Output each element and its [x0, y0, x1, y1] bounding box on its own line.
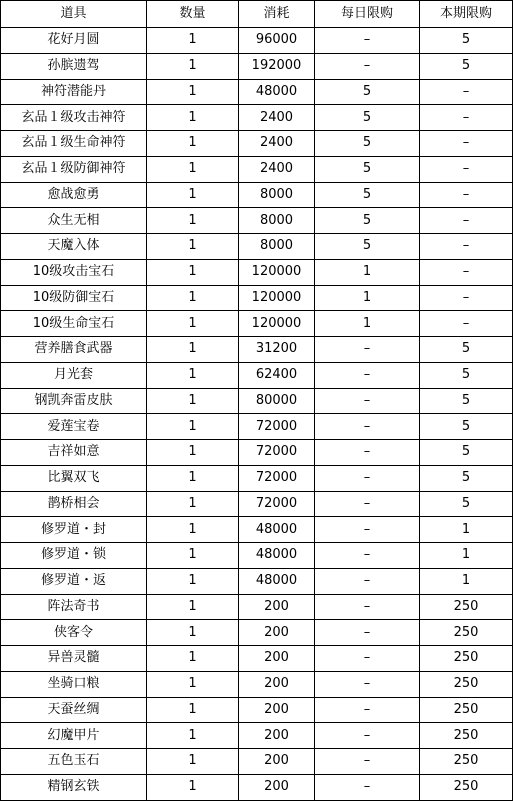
- quantity-cell: 1: [147, 440, 239, 466]
- daily-limit-cell: –: [315, 440, 420, 466]
- header-cost: 消耗: [239, 1, 315, 28]
- cost-cell: 31200: [239, 337, 315, 363]
- cost-cell: 2400: [239, 105, 315, 131]
- daily-limit-cell: –: [315, 568, 420, 594]
- cost-cell: 200: [239, 697, 315, 723]
- item-name-cell: 营养膳食武器: [1, 337, 147, 363]
- table-row: [1, 156, 513, 182]
- cost-cell: 200: [239, 774, 315, 800]
- period-limit-cell: 5: [420, 440, 513, 466]
- daily-limit-cell: –: [315, 774, 420, 800]
- daily-limit-cell: –: [315, 337, 420, 363]
- period-limit-cell: 5: [420, 465, 513, 491]
- cost-cell: 200: [239, 749, 315, 775]
- daily-limit-cell: –: [315, 594, 420, 620]
- table-row: [1, 440, 513, 466]
- table-header-row: [1, 1, 513, 28]
- quantity-cell: 1: [147, 568, 239, 594]
- table-row: [1, 259, 513, 285]
- daily-limit-cell: 1: [315, 285, 420, 311]
- item-name-cell: 花好月圆: [1, 28, 147, 54]
- cost-cell: 72000: [239, 440, 315, 466]
- item-name-cell: 天蚕丝绸: [1, 697, 147, 723]
- item-name-cell: 天魔入体: [1, 234, 147, 260]
- daily-limit-cell: 1: [315, 259, 420, 285]
- table-row: [1, 543, 513, 569]
- quantity-cell: 1: [147, 671, 239, 697]
- period-limit-cell: 5: [420, 362, 513, 388]
- table-row: [1, 620, 513, 646]
- item-name-cell: 鹊桥相会: [1, 491, 147, 517]
- cost-cell: 120000: [239, 259, 315, 285]
- cost-cell: 62400: [239, 362, 315, 388]
- item-name-cell: 爱莲宝卷: [1, 414, 147, 440]
- daily-limit-cell: 5: [315, 182, 420, 208]
- quantity-cell: 1: [147, 388, 239, 414]
- cost-cell: 72000: [239, 414, 315, 440]
- daily-limit-cell: –: [315, 723, 420, 749]
- daily-limit-cell: –: [315, 749, 420, 775]
- period-limit-cell: –: [420, 105, 513, 131]
- quantity-cell: 1: [147, 414, 239, 440]
- table-row: [1, 723, 513, 749]
- daily-limit-cell: –: [315, 53, 420, 79]
- cost-cell: 200: [239, 671, 315, 697]
- header-quantity: 数量: [147, 1, 239, 28]
- item-name-cell: 月光套: [1, 362, 147, 388]
- table-row: [1, 491, 513, 517]
- period-limit-cell: –: [420, 259, 513, 285]
- item-name-cell: 侠客令: [1, 620, 147, 646]
- daily-limit-cell: –: [315, 388, 420, 414]
- quantity-cell: 1: [147, 774, 239, 800]
- daily-limit-cell: –: [315, 517, 420, 543]
- item-name-cell: 众生无相: [1, 208, 147, 234]
- table-row: [1, 79, 513, 105]
- period-limit-cell: 250: [420, 620, 513, 646]
- cost-cell: 8000: [239, 234, 315, 260]
- quantity-cell: 1: [147, 53, 239, 79]
- cost-cell: 48000: [239, 543, 315, 569]
- item-name-cell: 玄品１级攻击神符: [1, 105, 147, 131]
- period-limit-cell: 5: [420, 491, 513, 517]
- table-row: [1, 362, 513, 388]
- item-name-cell: 10级攻击宝石: [1, 259, 147, 285]
- item-name-cell: 精钢玄铁: [1, 774, 147, 800]
- table-row: [1, 28, 513, 54]
- daily-limit-cell: –: [315, 543, 420, 569]
- period-limit-cell: 1: [420, 543, 513, 569]
- period-limit-cell: 250: [420, 749, 513, 775]
- item-name-cell: 玄品１级生命神符: [1, 131, 147, 157]
- quantity-cell: 1: [147, 131, 239, 157]
- daily-limit-cell: –: [315, 646, 420, 672]
- daily-limit-cell: –: [315, 671, 420, 697]
- quantity-cell: 1: [147, 79, 239, 105]
- quantity-cell: 1: [147, 594, 239, 620]
- item-name-cell: 异兽灵髓: [1, 646, 147, 672]
- table-row: [1, 594, 513, 620]
- period-limit-cell: –: [420, 208, 513, 234]
- item-name-cell: 孙膑遗驾: [1, 53, 147, 79]
- cost-cell: 48000: [239, 79, 315, 105]
- daily-limit-cell: –: [315, 491, 420, 517]
- daily-limit-cell: 5: [315, 208, 420, 234]
- quantity-cell: 1: [147, 543, 239, 569]
- item-name-cell: 坐骑口粮: [1, 671, 147, 697]
- table-row: [1, 53, 513, 79]
- item-name-cell: 修罗道・锁: [1, 543, 147, 569]
- table-row: [1, 105, 513, 131]
- daily-limit-cell: –: [315, 465, 420, 491]
- item-name-cell: 10级防御宝石: [1, 285, 147, 311]
- period-limit-cell: 5: [420, 414, 513, 440]
- period-limit-cell: 250: [420, 646, 513, 672]
- daily-limit-cell: 5: [315, 131, 420, 157]
- table-row: [1, 131, 513, 157]
- table-row: [1, 568, 513, 594]
- cost-cell: 8000: [239, 208, 315, 234]
- cost-cell: 192000: [239, 53, 315, 79]
- daily-limit-cell: –: [315, 28, 420, 54]
- item-name-cell: 愈战愈勇: [1, 182, 147, 208]
- cost-cell: 72000: [239, 491, 315, 517]
- table-row: [1, 234, 513, 260]
- daily-limit-cell: 5: [315, 156, 420, 182]
- daily-limit-cell: –: [315, 362, 420, 388]
- quantity-cell: 1: [147, 311, 239, 337]
- daily-limit-cell: 5: [315, 234, 420, 260]
- cost-cell: 200: [239, 620, 315, 646]
- item-name-cell: 10级生命宝石: [1, 311, 147, 337]
- period-limit-cell: 1: [420, 517, 513, 543]
- quantity-cell: 1: [147, 465, 239, 491]
- table-row: [1, 285, 513, 311]
- period-limit-cell: 5: [420, 28, 513, 54]
- quantity-cell: 1: [147, 723, 239, 749]
- quantity-cell: 1: [147, 749, 239, 775]
- table-body: [1, 28, 513, 801]
- table-row: [1, 311, 513, 337]
- header-item: 道具: [1, 1, 147, 28]
- cost-cell: 8000: [239, 182, 315, 208]
- item-name-cell: 幻魔甲片: [1, 723, 147, 749]
- quantity-cell: 1: [147, 208, 239, 234]
- table-row: [1, 774, 513, 800]
- period-limit-cell: 250: [420, 671, 513, 697]
- daily-limit-cell: 5: [315, 105, 420, 131]
- header-daily-limit: 每日限购: [315, 1, 420, 28]
- item-name-cell: 钢凯奔雷皮肤: [1, 388, 147, 414]
- cost-cell: 200: [239, 594, 315, 620]
- quantity-cell: 1: [147, 259, 239, 285]
- header-period-limit: 本期限购: [420, 1, 513, 28]
- cost-cell: 2400: [239, 156, 315, 182]
- table-row: [1, 646, 513, 672]
- item-name-cell: 神符潜能丹: [1, 79, 147, 105]
- cost-cell: 48000: [239, 568, 315, 594]
- quantity-cell: 1: [147, 697, 239, 723]
- cost-cell: 80000: [239, 388, 315, 414]
- period-limit-cell: 250: [420, 594, 513, 620]
- daily-limit-cell: 5: [315, 79, 420, 105]
- period-limit-cell: 250: [420, 774, 513, 800]
- period-limit-cell: 5: [420, 53, 513, 79]
- period-limit-cell: –: [420, 285, 513, 311]
- period-limit-cell: –: [420, 234, 513, 260]
- daily-limit-cell: –: [315, 414, 420, 440]
- table-row: [1, 208, 513, 234]
- quantity-cell: 1: [147, 156, 239, 182]
- quantity-cell: 1: [147, 105, 239, 131]
- item-name-cell: 修罗道・封: [1, 517, 147, 543]
- quantity-cell: 1: [147, 234, 239, 260]
- item-name-cell: 玄品１级防御神符: [1, 156, 147, 182]
- quantity-cell: 1: [147, 337, 239, 363]
- quantity-cell: 1: [147, 620, 239, 646]
- cost-cell: 96000: [239, 28, 315, 54]
- quantity-cell: 1: [147, 182, 239, 208]
- period-limit-cell: –: [420, 182, 513, 208]
- period-limit-cell: –: [420, 156, 513, 182]
- table-row: [1, 749, 513, 775]
- period-limit-cell: 5: [420, 388, 513, 414]
- period-limit-cell: 250: [420, 697, 513, 723]
- quantity-cell: 1: [147, 517, 239, 543]
- daily-limit-cell: –: [315, 620, 420, 646]
- cost-cell: 120000: [239, 311, 315, 337]
- item-name-cell: 修罗道・返: [1, 568, 147, 594]
- period-limit-cell: 1: [420, 568, 513, 594]
- table-row: [1, 671, 513, 697]
- daily-limit-cell: –: [315, 697, 420, 723]
- period-limit-cell: 250: [420, 723, 513, 749]
- period-limit-cell: –: [420, 131, 513, 157]
- cost-cell: 2400: [239, 131, 315, 157]
- item-name-cell: 五色玉石: [1, 749, 147, 775]
- quantity-cell: 1: [147, 491, 239, 517]
- quantity-cell: 1: [147, 646, 239, 672]
- quantity-cell: 1: [147, 285, 239, 311]
- period-limit-cell: 5: [420, 337, 513, 363]
- item-name-cell: 吉祥如意: [1, 440, 147, 466]
- table-row: [1, 697, 513, 723]
- table-row: [1, 465, 513, 491]
- daily-limit-cell: 1: [315, 311, 420, 337]
- quantity-cell: 1: [147, 362, 239, 388]
- cost-cell: 48000: [239, 517, 315, 543]
- period-limit-cell: –: [420, 79, 513, 105]
- cost-cell: 200: [239, 646, 315, 672]
- cost-cell: 200: [239, 723, 315, 749]
- cost-cell: 120000: [239, 285, 315, 311]
- cost-cell: 72000: [239, 465, 315, 491]
- table-row: [1, 182, 513, 208]
- item-name-cell: 比翼双飞: [1, 465, 147, 491]
- table-row: [1, 517, 513, 543]
- table-row: [1, 414, 513, 440]
- period-limit-cell: –: [420, 311, 513, 337]
- quantity-cell: 1: [147, 28, 239, 54]
- table-row: [1, 337, 513, 363]
- table-row: [1, 388, 513, 414]
- item-name-cell: 阵法奇书: [1, 594, 147, 620]
